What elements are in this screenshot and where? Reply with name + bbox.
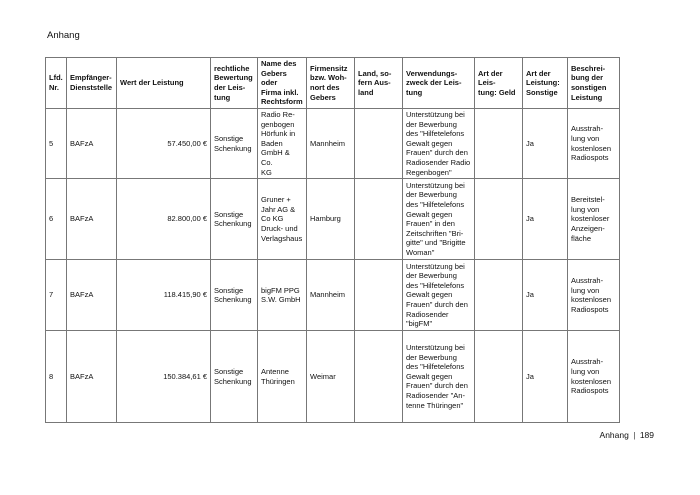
cell-seat: Hamburg bbox=[307, 179, 355, 260]
page-footer bbox=[600, 430, 654, 440]
cell-money bbox=[475, 260, 523, 331]
cell-seat: Mannheim bbox=[307, 108, 355, 178]
cell-description: Ausstrah- lung von kostenlosen Radiospots bbox=[568, 260, 620, 331]
cell-nr: 7 bbox=[46, 260, 67, 331]
col-header-donor: Name des Gebers oder Firma inkl. Rechtsform bbox=[258, 58, 307, 109]
cell-other: Ja bbox=[523, 108, 568, 178]
cell-legal: Sonstige Schenkung bbox=[211, 108, 258, 178]
col-header-money: Art der Leis- tung: Geld bbox=[475, 58, 523, 109]
cell-purpose: Unterstützung bei der Bewerbung des "Hilfetelefons Gewalt gegen Frauen" in den Zeitschriften "Bri- gitte" und "Brigitte Woman" bbox=[403, 179, 475, 260]
col-header-value: Wert der Leistung bbox=[117, 58, 211, 109]
cell-value: 150.384,61 € bbox=[117, 331, 211, 423]
cell-value: 82.800,00 € bbox=[117, 179, 211, 260]
col-header-purpose: Verwendungs- zweck der Leis- tung bbox=[403, 58, 475, 109]
table-row bbox=[46, 179, 620, 260]
cell-country bbox=[355, 331, 403, 423]
cell-other: Ja bbox=[523, 179, 568, 260]
cell-seat: Weimar bbox=[307, 331, 355, 423]
footer-separator: | bbox=[633, 430, 636, 440]
cell-recipient: BAFzA bbox=[67, 108, 117, 178]
cell-money bbox=[475, 108, 523, 178]
col-header-legal: rechtliche Bewertung der Leis- tung bbox=[211, 58, 258, 109]
cell-nr: 5 bbox=[46, 108, 67, 178]
cell-country bbox=[355, 179, 403, 260]
cell-description: Ausstrah- lung von kostenlosen Radiospots bbox=[568, 108, 620, 178]
cell-purpose: Unterstützung bei der Bewerbung des "Hilfetelefons Gewalt gegen Frauen" durch den Radiosender "bigFM" bbox=[403, 260, 475, 331]
footer-section: Anhang bbox=[599, 430, 629, 440]
col-header-seat: Firmensitz bzw. Woh- nort des Gebers bbox=[307, 58, 355, 109]
col-header-description: Beschrei- bung der sonstigen Leistung bbox=[568, 58, 620, 109]
cell-legal: Sonstige Schenkung bbox=[211, 260, 258, 331]
cell-value: 57.450,00 € bbox=[117, 108, 211, 178]
cell-nr: 6 bbox=[46, 179, 67, 260]
col-header-recipient: Empfänger- Dienststelle bbox=[67, 58, 117, 109]
cell-purpose: Unterstützung bei der Bewerbung des "Hilfetelefons Gewalt gegen Frauen" durch den Radiosender Radio Regenbogen" bbox=[403, 108, 475, 178]
cell-purpose: Unterstützung bei der Bewerbung des "Hilfetelefons Gewalt gegen Frauen" durch den Radiosender "An- tenne Thüringen" bbox=[403, 331, 475, 423]
cell-other: Ja bbox=[523, 260, 568, 331]
running-head: Anhang bbox=[47, 30, 80, 41]
table-row bbox=[46, 108, 620, 178]
table-row bbox=[46, 260, 620, 331]
sponsoring-table bbox=[45, 57, 620, 423]
col-header-country: Land, so- fern Aus- land bbox=[355, 58, 403, 109]
col-header-nr: Lfd. Nr. bbox=[46, 58, 67, 109]
cell-legal: Sonstige Schenkung bbox=[211, 331, 258, 423]
cell-description: Ausstrah- lung von kostenlosen Radiospots bbox=[568, 331, 620, 423]
cell-recipient: BAFzA bbox=[67, 260, 117, 331]
page-number: 189 bbox=[639, 430, 654, 440]
cell-country bbox=[355, 108, 403, 178]
cell-donor: bigFM PPG S.W. GmbH bbox=[258, 260, 307, 331]
cell-recipient: BAFzA bbox=[67, 179, 117, 260]
cell-other: Ja bbox=[523, 331, 568, 423]
header-row bbox=[46, 58, 620, 109]
cell-value: 118.415,90 € bbox=[117, 260, 211, 331]
cell-seat: Mannheim bbox=[307, 260, 355, 331]
cell-money bbox=[475, 179, 523, 260]
col-header-other: Art der Leistung: Sonstige bbox=[523, 58, 568, 109]
cell-donor: Radio Re- genbogen Hörfunk in Baden GmbH & Co. KG bbox=[258, 108, 307, 178]
cell-recipient: BAFzA bbox=[67, 331, 117, 423]
cell-donor: Gruner + Jahr AG & Co KG Druck- und Verlagshaus bbox=[258, 179, 307, 260]
cell-donor: Antenne Thüringen bbox=[258, 331, 307, 423]
cell-description: Bereitstel- lung von kostenloser Anzeigen- fläche bbox=[568, 179, 620, 260]
table-row bbox=[46, 331, 620, 423]
cell-legal: Sonstige Schenkung bbox=[211, 179, 258, 260]
cell-money bbox=[475, 331, 523, 423]
cell-country bbox=[355, 260, 403, 331]
cell-nr: 8 bbox=[46, 331, 67, 423]
